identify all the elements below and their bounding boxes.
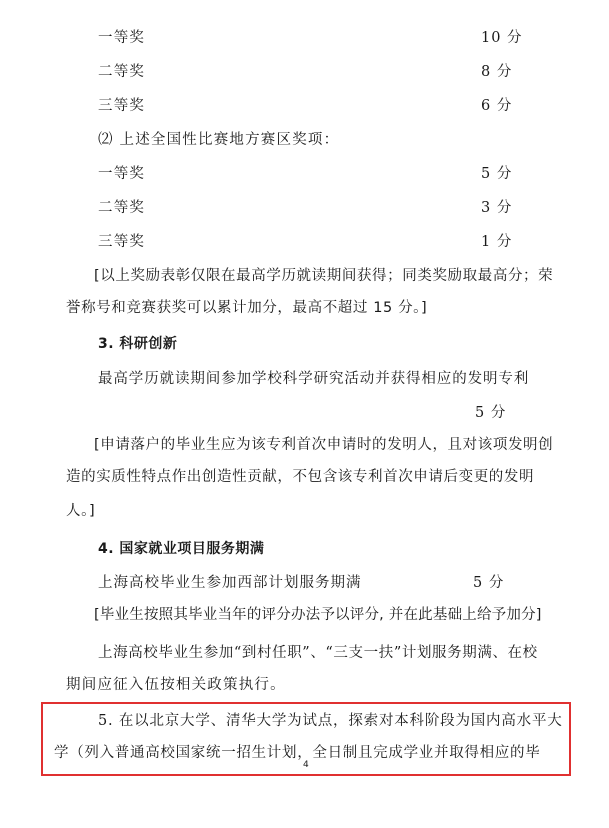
regional-heading: ⑵ 上述全国性比赛地方赛区奖项：: [98, 132, 340, 148]
award-score: 8 分: [481, 64, 513, 80]
award-label: 一等奖: [98, 166, 146, 182]
section-note-line: 人。]: [66, 503, 96, 519]
award-score: 10 分: [481, 30, 523, 46]
section-desc: 最高学历就读期间参加学校科学研究活动并获得相应的发明专利: [98, 371, 530, 387]
award-note-line: [以上奖励表彰仅限在最高学历就读期间获得；同类奖励取最高分；荣: [94, 268, 554, 284]
section-note: [毕业生按照其毕业当年的评分办法予以评分, 并在此基础上给予加分]: [94, 607, 542, 623]
award-label: 二等奖: [98, 64, 146, 80]
page-number: 4: [303, 760, 309, 770]
award-score: 5 分: [481, 166, 513, 182]
award-label: 二等奖: [98, 200, 146, 216]
award-label: 三等奖: [98, 234, 146, 250]
award-score: 3 分: [481, 200, 513, 216]
section-item-line: 上海高校毕业生参加“到村任职”、“三支一扶”计划服务期满、在校: [98, 645, 538, 661]
award-score: 6 分: [481, 98, 513, 114]
section-item: 上海高校毕业生参加西部计划服务期满: [98, 575, 362, 591]
award-label: 三等奖: [98, 98, 146, 114]
award-score: 1 分: [481, 234, 513, 250]
section-heading: 3. 科研创新: [98, 336, 178, 352]
section-score: 5 分: [473, 575, 505, 591]
section-heading: 4. 国家就业项目服务期满: [98, 541, 265, 557]
award-note-line: 誉称号和竞赛获奖可以累计加分，最高不超过 15 分。]: [66, 300, 428, 316]
section-note-line: [申请落户的毕业生应为该专利首次申请时的发明人，且对该项发明创: [94, 437, 554, 453]
section5-line: 5. 在以北京大学、清华大学为试点，探索对本科阶段为国内高水平大: [98, 713, 563, 729]
section-item-line: 期间应征入伍按相关政策执行。: [66, 677, 286, 693]
award-label: 一等奖: [98, 30, 146, 46]
section-score: 5 分: [475, 405, 507, 421]
section5-line: 学（列入普通高校国家统一招生计划，全日制且完成学业并取得相应的毕: [54, 745, 541, 761]
section-note-line: 造的实质性特点作出创造性贡献，不包含该专利首次申请后变更的发明: [66, 469, 535, 485]
